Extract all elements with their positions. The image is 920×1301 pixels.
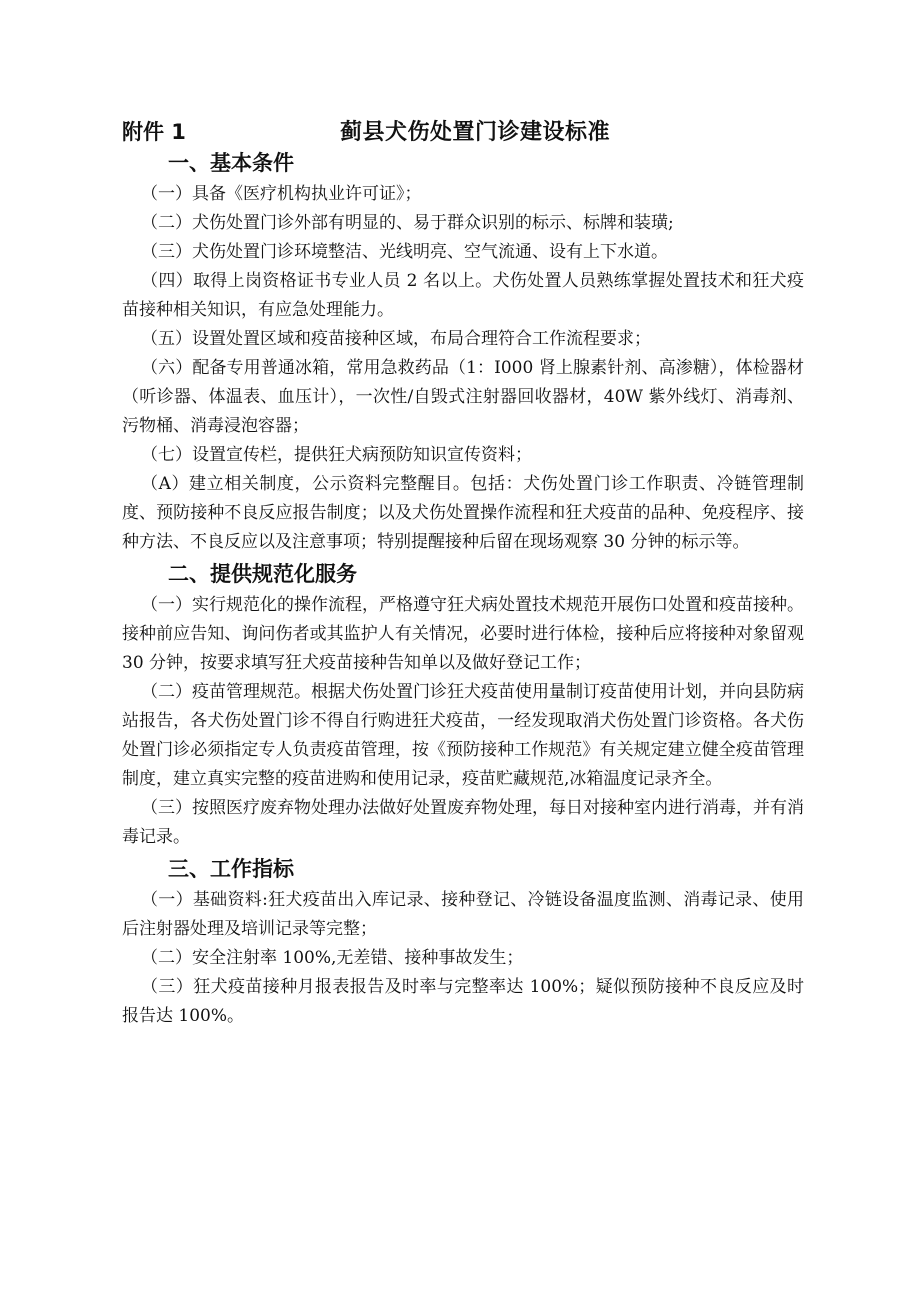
paragraph: （A）建立相关制度，公示资料完整醒目。包括：犬伤处置门诊工作职责、冷链管理制度、预防接种不良反应报告制度；以及犬伤处置操作流程和狂犬疫苗的品种、免疫程序、接种方法、不良反应以及注意事项；特别提醒接种后留在现场观察 30 分钟的标示等。 <box>122 474 804 552</box>
section-work-indicators <box>122 854 804 1031</box>
paragraph: （三）狂犬疫苗接种月报表报告及时率与完整率达 100%；疑似预防接种不良反应及时报告达 100%。 <box>122 977 804 1026</box>
paragraph: （六）配备专用普通冰箱，常用急救药品（1：I000 肾上腺素针剂、高渗糖），体检器材（听诊器、体温表、血压计），一次性/自毁式注射器回收器材，40W 紫外线灯、消毒剂、污物桶、消毒浸泡容器； <box>122 358 804 436</box>
paragraph: （二）安全注射率 100%,无差错、接种事故发生； <box>141 948 524 968</box>
section-basic-conditions <box>122 148 804 557</box>
paragraph: （七）设置宣传栏，提供狂犬病预防知识宣传资料； <box>141 445 532 465</box>
section-heading: 一、基本条件 <box>168 151 294 175</box>
section-heading: 三、工作指标 <box>168 857 294 881</box>
document-header <box>122 112 860 148</box>
paragraph: （三）按照医疗废弃物处理办法做好处置废弃物处理，每日对接种室内进行消毒，并有消毒记录。 <box>122 798 804 847</box>
paragraph: （三）犬伤处置门诊环境整洁、光线明亮、空气流通、设有上下水道。 <box>141 242 668 262</box>
paragraph: （五）设置处置区域和疫苗接种区域，布局合理符合工作流程要求； <box>141 329 651 349</box>
section-standardized-service <box>122 559 804 852</box>
paragraph: （二）疫苗管理规范。根据犬伤处置门诊狂犬疫苗使用量制订疫苗使用计划，并向县防病站报告，各犬伤处置门诊不得自行购进狂犬疫苗，一经发现取消犬伤处置门诊资格。各犬伤处置门诊必须指定专人负责疫苗管理，按《预防接种工作规范》有关规定建立健全疫苗管理制度，建立真实完整的疫苗进购和使用记录，疫苗贮藏规范,冰箱温度记录齐全。 <box>122 682 804 789</box>
paragraph: （二）犬伤处置门诊外部有明显的、易于群众识别的标示、标牌和装璜; <box>141 213 674 233</box>
document-body <box>122 146 804 1031</box>
paragraph: （一）实行规范化的操作流程，严格遵守狂犬病处置技术规范开展伤口处置和疫苗接种。接种前应告知、询问伤者或其监护人有关情况，必要时进行体检，接种后应将接种对象留观 30 分钟，按要求填写狂犬疫苗接种告知单以及做好登记工作； <box>122 595 804 673</box>
annex-label: 附件 1 <box>122 120 186 144</box>
paragraph: （四）取得上岗资格证书专业人员 2 名以上。犬伤处置人员熟练掌握处置技术和狂犬疫苗接种相关知识，有应急处理能力。 <box>122 271 804 320</box>
paragraph: （一）具备《医疗机构执业许可证》； <box>141 184 422 204</box>
document-title: 蓟县犬伤处置门诊建设标准 <box>340 120 611 145</box>
section-heading: 二、提供规范化服务 <box>168 562 357 586</box>
paragraph: （一）基础资料:狂犬疫苗出入库记录、接种登记、冷链设备温度监测、消毒记录、使用后注射器处理及培训记录等完整； <box>122 890 804 939</box>
